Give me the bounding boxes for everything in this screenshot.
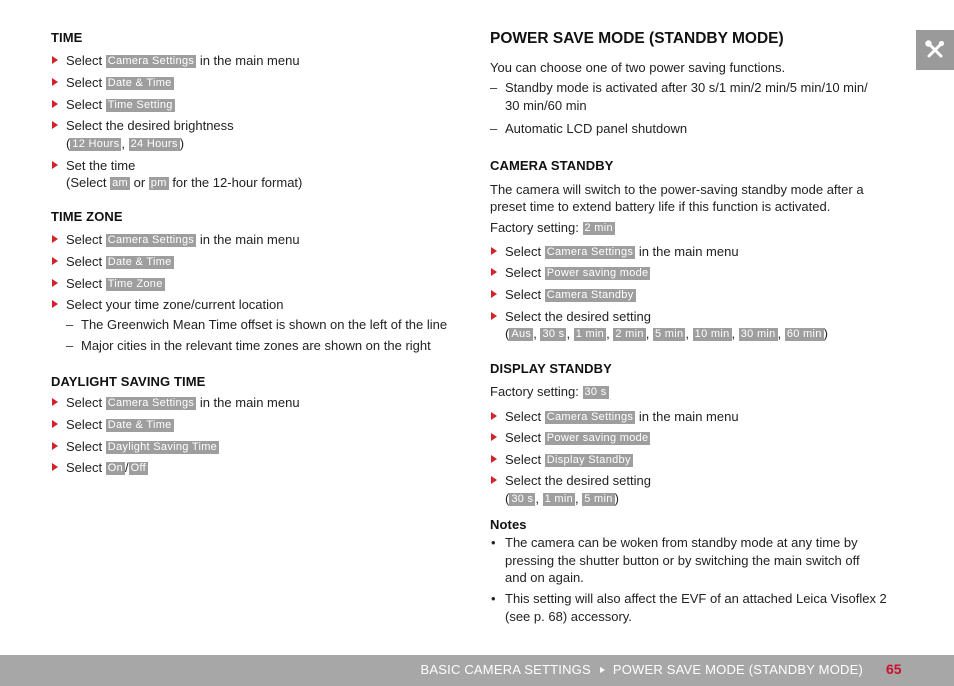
- menu-tag: Power saving mode: [546, 432, 649, 444]
- tools-icon: [924, 39, 946, 61]
- slash: /: [125, 460, 129, 475]
- menu-tag: Camera Settings: [107, 234, 195, 246]
- notes-heading: Notes: [490, 517, 527, 532]
- menu-tag: Date & Time: [107, 256, 172, 268]
- menu-tag: 24 Hours: [130, 138, 178, 150]
- menu-tag: Aus: [511, 328, 532, 340]
- step-text: Select: [66, 254, 103, 269]
- menu-tag: Camera Settings: [107, 55, 195, 67]
- step-text: Select: [66, 417, 103, 432]
- dst-step-3: [51, 438, 219, 455]
- step-text: or: [133, 175, 146, 190]
- step-text: in the main menu: [638, 409, 739, 424]
- step-text: Select: [66, 97, 103, 112]
- comma: ,: [685, 326, 690, 341]
- factory-label: Factory setting:: [490, 384, 579, 399]
- comma: ,: [575, 491, 579, 506]
- zone-note-2: – Major cities in the relevant time zones are shown on the right: [51, 337, 431, 354]
- step-text: Select: [66, 75, 103, 90]
- menu-tag: 5 min: [584, 493, 613, 505]
- menu-tag: Time Setting: [107, 99, 173, 111]
- menu-tag: On: [107, 462, 124, 474]
- option-1-line-2: 30 min/60 min: [505, 98, 587, 113]
- camera-step-4-options: [490, 325, 828, 342]
- menu-tag: Camera Settings: [546, 411, 634, 423]
- factory-label: Factory setting:: [490, 220, 579, 235]
- menu-tag: 1 min: [544, 493, 573, 505]
- comma: ,: [566, 326, 571, 341]
- step-text: Select: [66, 460, 103, 475]
- camera-factory-setting: [490, 219, 615, 236]
- note-1-line-1: • The camera can be woken from standby mode at any time by: [490, 534, 858, 551]
- paren: (: [505, 491, 510, 506]
- display-step-4-options: [490, 490, 619, 507]
- menu-tag: Display Standby: [546, 454, 631, 466]
- menu-tag: 30 s: [542, 328, 565, 340]
- menu-tag: 1 min: [575, 328, 605, 340]
- zone-step-1: [51, 231, 300, 248]
- footer-bar: [0, 655, 954, 686]
- menu-tag: 2 min: [615, 328, 644, 340]
- step-text: in the main menu: [199, 232, 300, 247]
- menu-tag: Date & Time: [107, 77, 172, 89]
- dst-step-2: [51, 416, 174, 433]
- step-text: Select: [66, 53, 103, 68]
- menu-tag: 30 s: [511, 493, 534, 505]
- camera-desc-1: The camera will switch to the power-saving standby mode after a: [490, 182, 864, 197]
- display-step-4: Select the desired setting: [490, 472, 651, 489]
- menu-tag: Camera Settings: [107, 397, 195, 409]
- paren: ): [179, 136, 185, 151]
- menu-tag: Date & Time: [107, 419, 172, 431]
- comma: ,: [533, 326, 537, 341]
- time-step-3: [51, 96, 175, 113]
- menu-tag: 5 min: [655, 328, 684, 340]
- intro-text: You can choose one of two power saving functions.: [490, 60, 786, 75]
- step-text: Select: [505, 430, 542, 445]
- step-text: Select: [505, 265, 542, 280]
- paren: (: [66, 136, 71, 151]
- breadcrumb-arrow-icon: [600, 667, 605, 673]
- step-text: Select: [505, 244, 542, 259]
- note-1-line-3: and on again.: [505, 570, 584, 585]
- breadcrumb-topic[interactable]: POWER SAVE MODE (STANDBY MODE): [612, 662, 863, 677]
- menu-tag: Off: [130, 462, 147, 474]
- section-tab[interactable]: [916, 30, 954, 70]
- menu-tag: am: [112, 177, 128, 189]
- step-text: Select: [505, 409, 542, 424]
- time-step-5: Set the time: [51, 157, 135, 174]
- comma: ,: [606, 326, 610, 341]
- time-step-5-detail: [51, 174, 302, 191]
- time-step-4: Select the desired brightness: [51, 117, 234, 134]
- zone-step-2: [51, 253, 174, 270]
- camera-step-4: Select the desired setting: [490, 308, 651, 325]
- step-text: Select: [66, 439, 103, 454]
- comma: ,: [777, 326, 782, 341]
- time-step-4-options: [51, 135, 184, 152]
- time-step-2: [51, 74, 174, 91]
- zone-note-1: – The Greenwich Mean Time offset is shown on the left of the line: [51, 316, 447, 333]
- comma: ,: [731, 326, 736, 341]
- dst-heading: DAYLIGHT SAVING TIME: [51, 374, 206, 389]
- note-1-line-2: pressing the shutter button or by switching the main switch off: [505, 553, 860, 568]
- option-2: – Automatic LCD panel shutdown: [490, 120, 687, 137]
- option-1-line-1: – Standby mode is activated after 30 s/1 min/2 min/5 min/10 min/: [490, 79, 868, 96]
- step-text: in the main menu: [199, 53, 300, 68]
- time-zone-heading: TIME ZONE: [51, 209, 123, 224]
- display-step-1: [490, 408, 739, 425]
- camera-step-1: [490, 243, 739, 260]
- time-step-1: [51, 52, 300, 69]
- camera-step-2: [490, 264, 650, 281]
- breadcrumb-section[interactable]: BASIC CAMERA SETTINGS: [420, 662, 591, 677]
- dst-step-4: [51, 459, 148, 476]
- time-heading: TIME: [51, 30, 83, 45]
- menu-tag: 10 min: [694, 328, 730, 340]
- display-factory-setting: [490, 383, 609, 400]
- camera-desc-2: preset time to extend battery life if this function is activated.: [490, 199, 831, 214]
- step-text: Select: [66, 276, 103, 291]
- menu-tag: Camera Standby: [546, 289, 634, 301]
- paren: (: [505, 326, 510, 341]
- breadcrumb: [421, 662, 863, 677]
- comma: ,: [645, 326, 650, 341]
- step-text: Select: [505, 287, 542, 302]
- paren: ): [823, 326, 828, 341]
- page-number: 65: [886, 661, 902, 677]
- menu-tag: Camera Settings: [546, 246, 634, 258]
- menu-tag: 12 Hours: [72, 138, 120, 150]
- dst-step-1: [51, 394, 300, 411]
- zone-step-3: [51, 275, 165, 292]
- display-step-2: [490, 429, 650, 446]
- menu-tag: 30 s: [584, 386, 607, 398]
- menu-tag: 30 min: [740, 328, 776, 340]
- step-text: (Select: [66, 175, 107, 190]
- display-standby-heading: DISPLAY STANDBY: [490, 361, 612, 376]
- camera-step-3: [490, 286, 636, 303]
- note-2-line-2: (see p. 68) accessory.: [505, 609, 632, 624]
- note-2-line-1: • This setting will also affect the EVF of an attached Leica Visoflex 2: [490, 590, 887, 607]
- menu-tag: 2 min: [584, 222, 613, 234]
- step-text: Select: [66, 232, 103, 247]
- step-text: Select: [66, 395, 103, 410]
- camera-standby-heading: CAMERA STANDBY: [490, 158, 614, 173]
- paren: ): [614, 491, 619, 506]
- step-text: in the main menu: [199, 395, 300, 410]
- menu-tag: Power saving mode: [546, 267, 649, 279]
- display-step-3: [490, 451, 633, 468]
- step-text: for the 12-hour format): [172, 175, 303, 190]
- menu-tag: 60 min: [786, 328, 822, 340]
- comma: ,: [121, 136, 126, 151]
- step-text: in the main menu: [638, 244, 739, 259]
- menu-tag: pm: [150, 177, 167, 189]
- page-title: POWER SAVE MODE (STANDBY MODE): [490, 30, 784, 47]
- comma: ,: [535, 491, 539, 506]
- step-text: Select: [505, 452, 542, 467]
- menu-tag: Time Zone: [107, 278, 163, 290]
- zone-step-4: Select your time zone/current location: [51, 296, 284, 313]
- menu-tag: Daylight Saving Time: [107, 441, 218, 453]
